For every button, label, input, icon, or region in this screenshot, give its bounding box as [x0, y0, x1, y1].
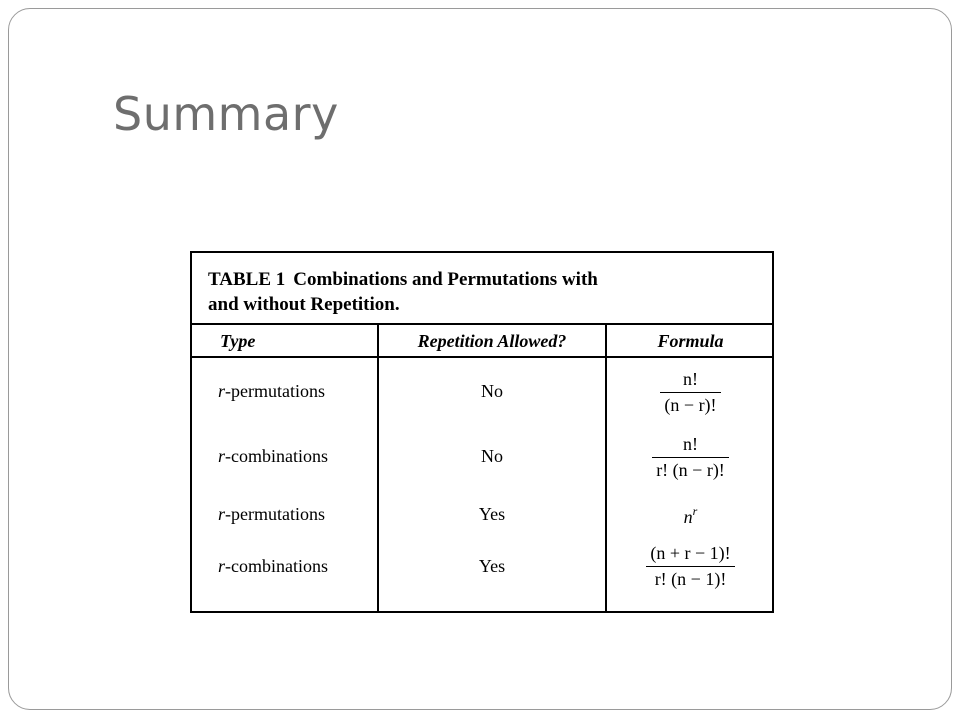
slide-title: Summary [113, 87, 339, 141]
fraction [646, 543, 734, 590]
formula-denominator: (n − r)! [664, 395, 717, 415]
row-1-type: r-permutations [218, 381, 325, 401]
slide-frame [8, 8, 952, 710]
row-1-repetition: No [481, 381, 503, 401]
formula-exponent: r [692, 504, 698, 518]
header-divider [192, 356, 772, 358]
row-4-formula [607, 543, 774, 590]
row-2-type: r-combinations [218, 446, 328, 466]
row-2-repetition: No [481, 446, 503, 466]
fraction [660, 369, 720, 416]
row-3-type: r-permutations [218, 504, 325, 524]
table-caption [192, 253, 772, 325]
fraction [652, 434, 729, 481]
formula-base: n [683, 507, 693, 527]
header-formula: Formula [657, 331, 724, 351]
row-4-repetition: Yes [478, 556, 506, 576]
header-repetition: Repetition Allowed? [417, 331, 567, 351]
table-caption-number: TABLE 1 [208, 269, 286, 290]
formula-numerator: n! [652, 434, 729, 458]
row-4-type: r-combinations [218, 556, 328, 576]
formula-denominator: r! (n − 1)! [654, 569, 727, 589]
power-expression [684, 504, 698, 528]
formula-denominator: r! (n − r)! [656, 460, 725, 480]
table-caption-line1: Combinations and Permutations with [293, 269, 598, 290]
summary-table [190, 251, 774, 613]
row-3-formula [607, 504, 774, 528]
header-type: Type [220, 331, 256, 351]
formula-numerator: (n + r − 1)! [646, 543, 734, 567]
row-1-formula [607, 369, 774, 416]
row-2-formula [607, 434, 774, 481]
row-3-repetition: Yes [478, 504, 506, 524]
table-caption-line2: and without Repetition. [208, 294, 400, 315]
formula-numerator: n! [660, 369, 720, 393]
